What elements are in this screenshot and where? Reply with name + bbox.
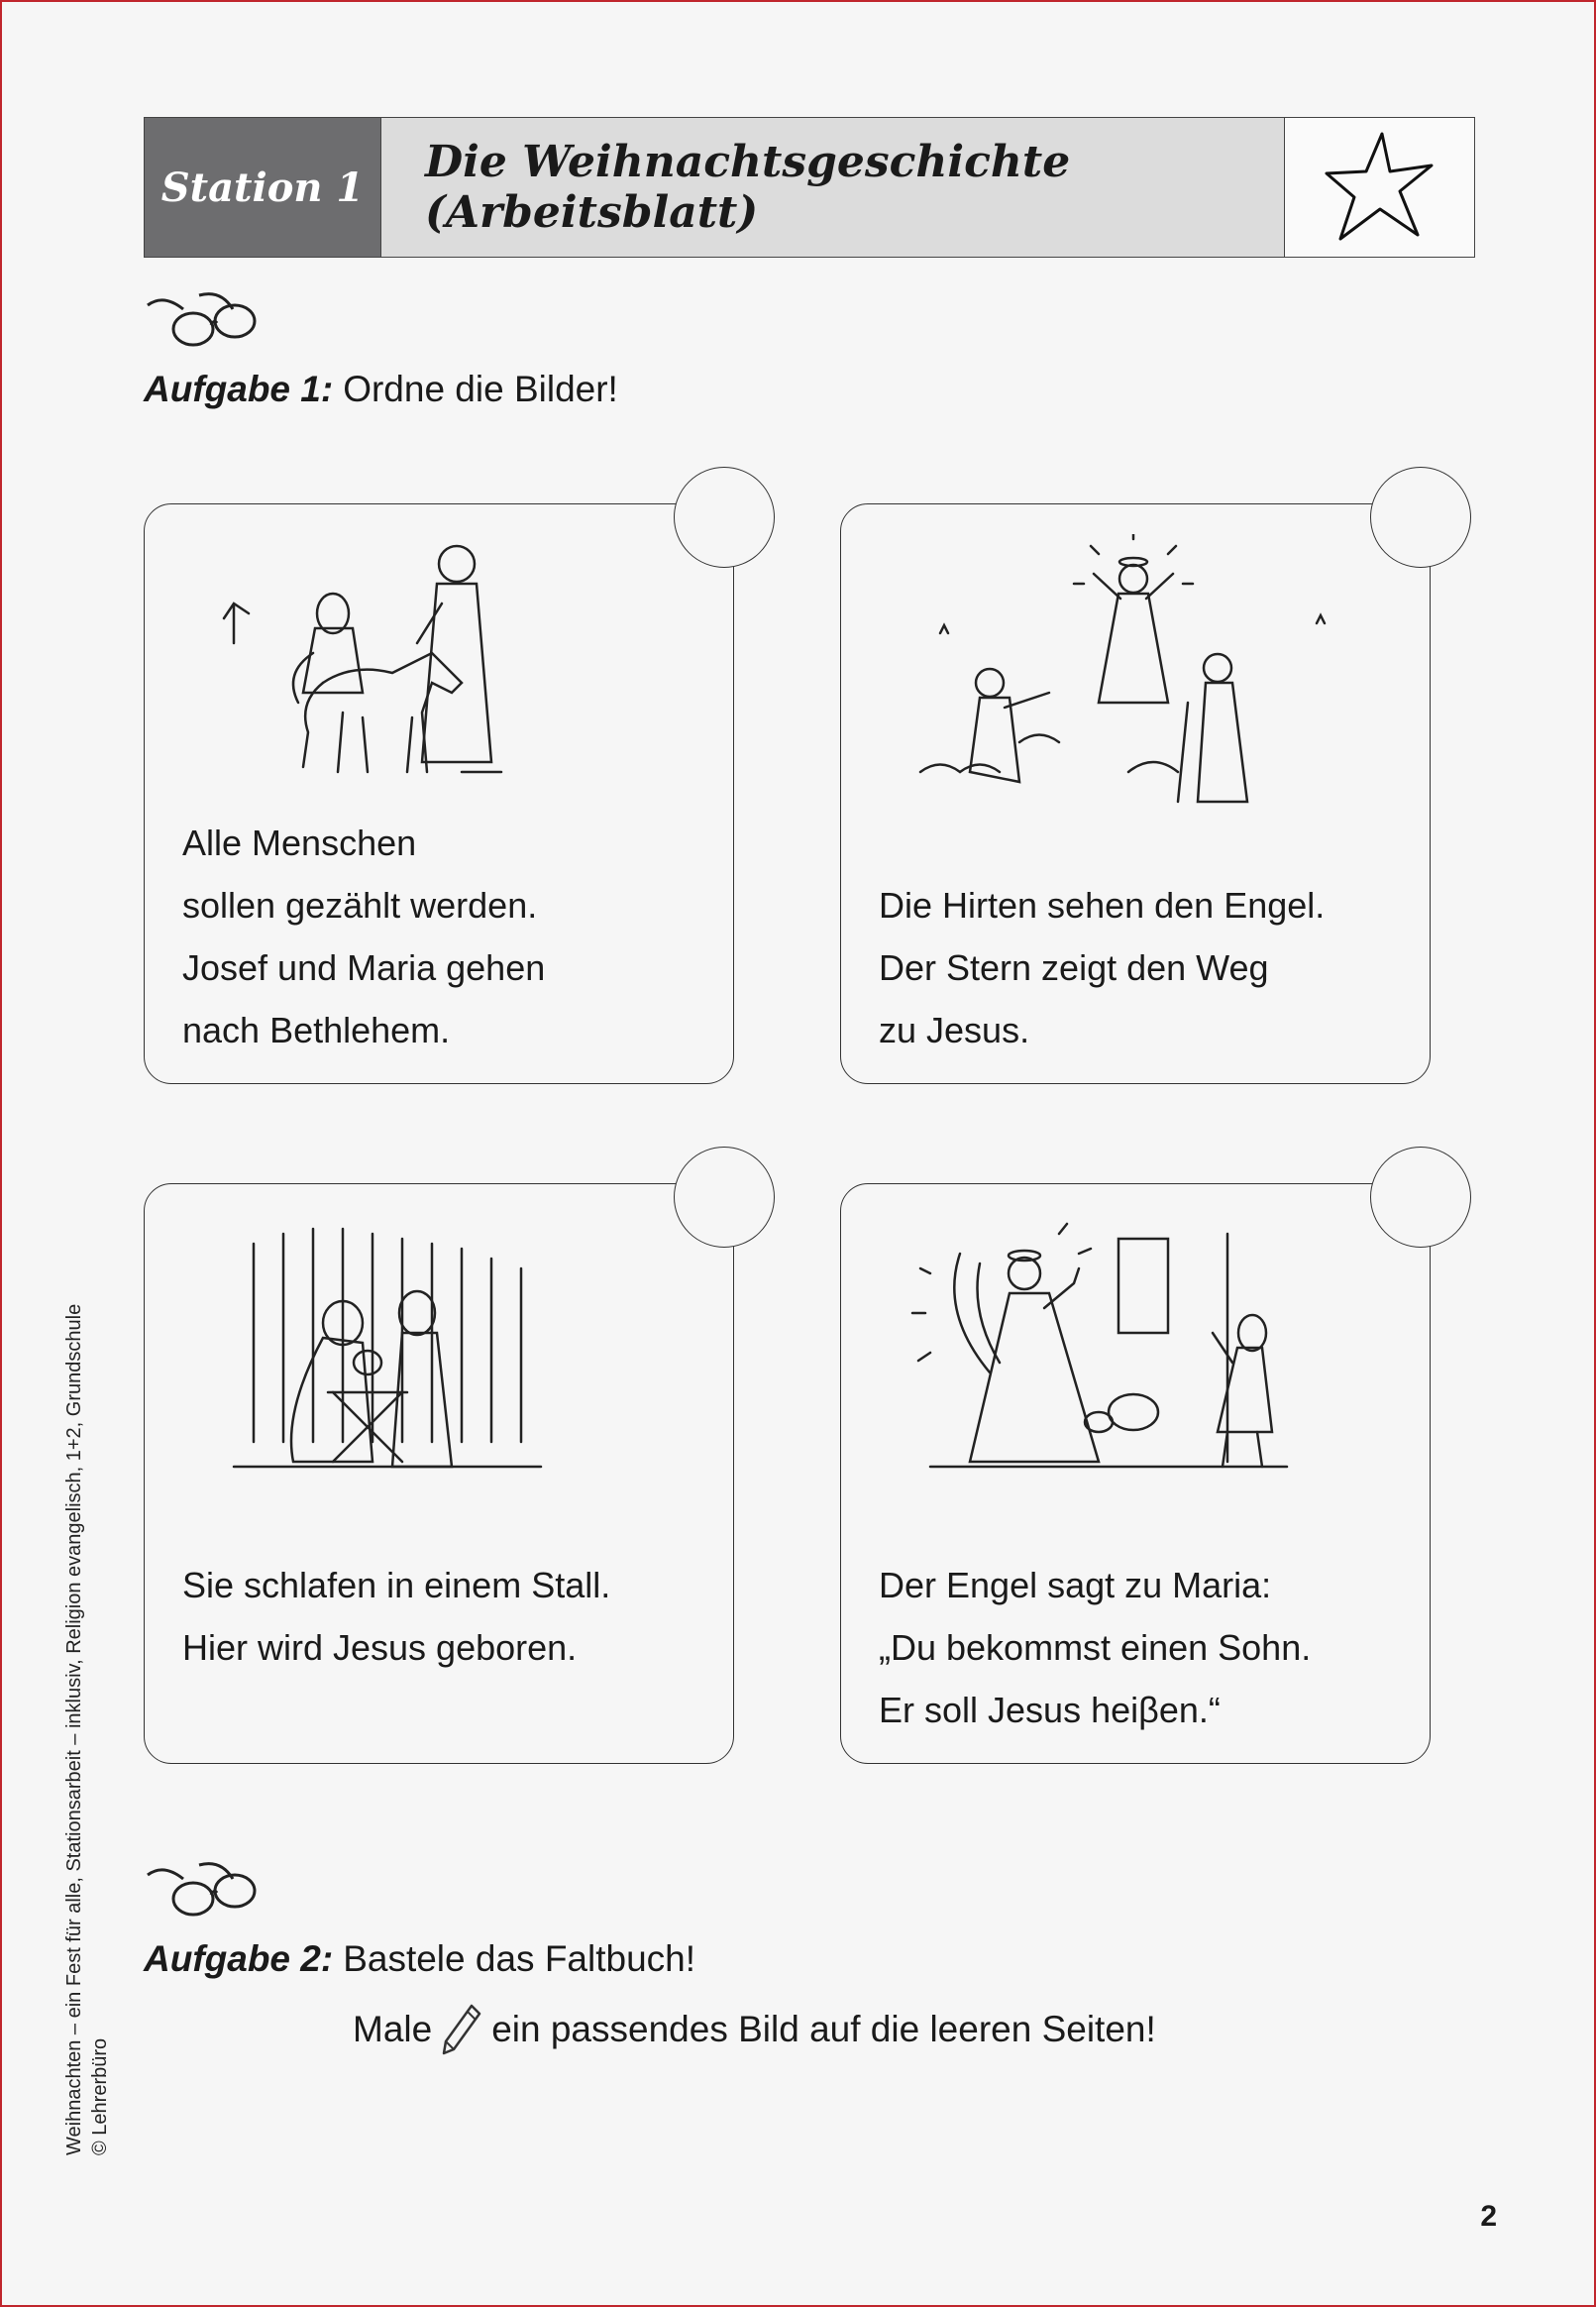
card-line: sollen gezählt werden. — [182, 885, 538, 926]
task2-sub-before: Male — [353, 2009, 433, 2049]
card-line: zu Jesus. — [879, 1010, 1030, 1050]
task2-text: Bastele das Faltbuch! — [343, 1938, 696, 1979]
order-number-circle[interactable] — [1370, 467, 1471, 568]
star-box — [1285, 118, 1474, 257]
pencil-icon — [440, 2002, 483, 2057]
card-line: Hier wird Jesus geboren. — [182, 1627, 578, 1668]
task1-line — [144, 369, 618, 410]
star-icon — [1321, 128, 1439, 247]
order-number-circle[interactable] — [674, 1147, 775, 1248]
picture-card-4 — [840, 1183, 1431, 1764]
card-text — [182, 1554, 610, 1679]
stable-nativity-illustration — [204, 1214, 670, 1501]
card-text — [182, 812, 545, 1061]
annunciation-illustration — [901, 1214, 1366, 1501]
task2-subline — [353, 2002, 1156, 2057]
picture-card-2 — [840, 503, 1431, 1084]
task1-label: Aufgabe 1: — [144, 369, 334, 409]
card-line: Josef und Maria gehen — [182, 947, 546, 988]
station-label: Station 1 — [145, 118, 381, 257]
card-line: Der Stern zeigt den Weg — [879, 947, 1269, 988]
journey-to-bethlehem-illustration — [204, 534, 670, 822]
order-number-circle[interactable] — [674, 467, 775, 568]
task2-line — [144, 1938, 695, 1980]
card-line: „Du bekommst einen Sohn. — [879, 1627, 1312, 1668]
card-line: Er soll Jesus heiβen.“ — [879, 1690, 1221, 1730]
sidebar-line: Weihnachten – ein Fest für alle, Stationsarbeit – inklusiv, Religion evangelisch, 1+2, Grundschule — [63, 1303, 85, 2155]
page-title: Die Weihnachtsgeschichte (Arbeitsblatt) — [381, 118, 1285, 257]
task2-label: Aufgabe 2: — [144, 1938, 334, 1979]
card-text — [879, 874, 1325, 1061]
card-line: Alle Menschen — [182, 823, 417, 863]
sidebar-line: © Lehrerbüro — [89, 2037, 111, 2155]
order-number-circle[interactable] — [1370, 1147, 1471, 1248]
task2-sub-after: ein passendes Bild auf die leeren Seiten! — [491, 2009, 1156, 2049]
shepherds-and-angel-illustration — [901, 534, 1366, 822]
picture-card-1 — [144, 503, 734, 1084]
card-line: Sie schlafen in einem Stall. — [182, 1565, 611, 1605]
glasses-icon — [144, 1857, 261, 1922]
card-text — [879, 1554, 1311, 1741]
card-line: Der Engel sagt zu Maria: — [879, 1565, 1272, 1605]
header-banner — [144, 117, 1475, 258]
sidebar-credit — [61, 1304, 113, 2155]
glasses-icon — [144, 287, 261, 353]
card-line: nach Bethlehem. — [182, 1010, 451, 1050]
task1-text: Ordne die Bilder! — [343, 369, 618, 409]
card-line: Die Hirten sehen den Engel. — [879, 885, 1326, 926]
page-number: 2 — [1480, 2200, 1497, 2233]
picture-card-3 — [144, 1183, 734, 1764]
